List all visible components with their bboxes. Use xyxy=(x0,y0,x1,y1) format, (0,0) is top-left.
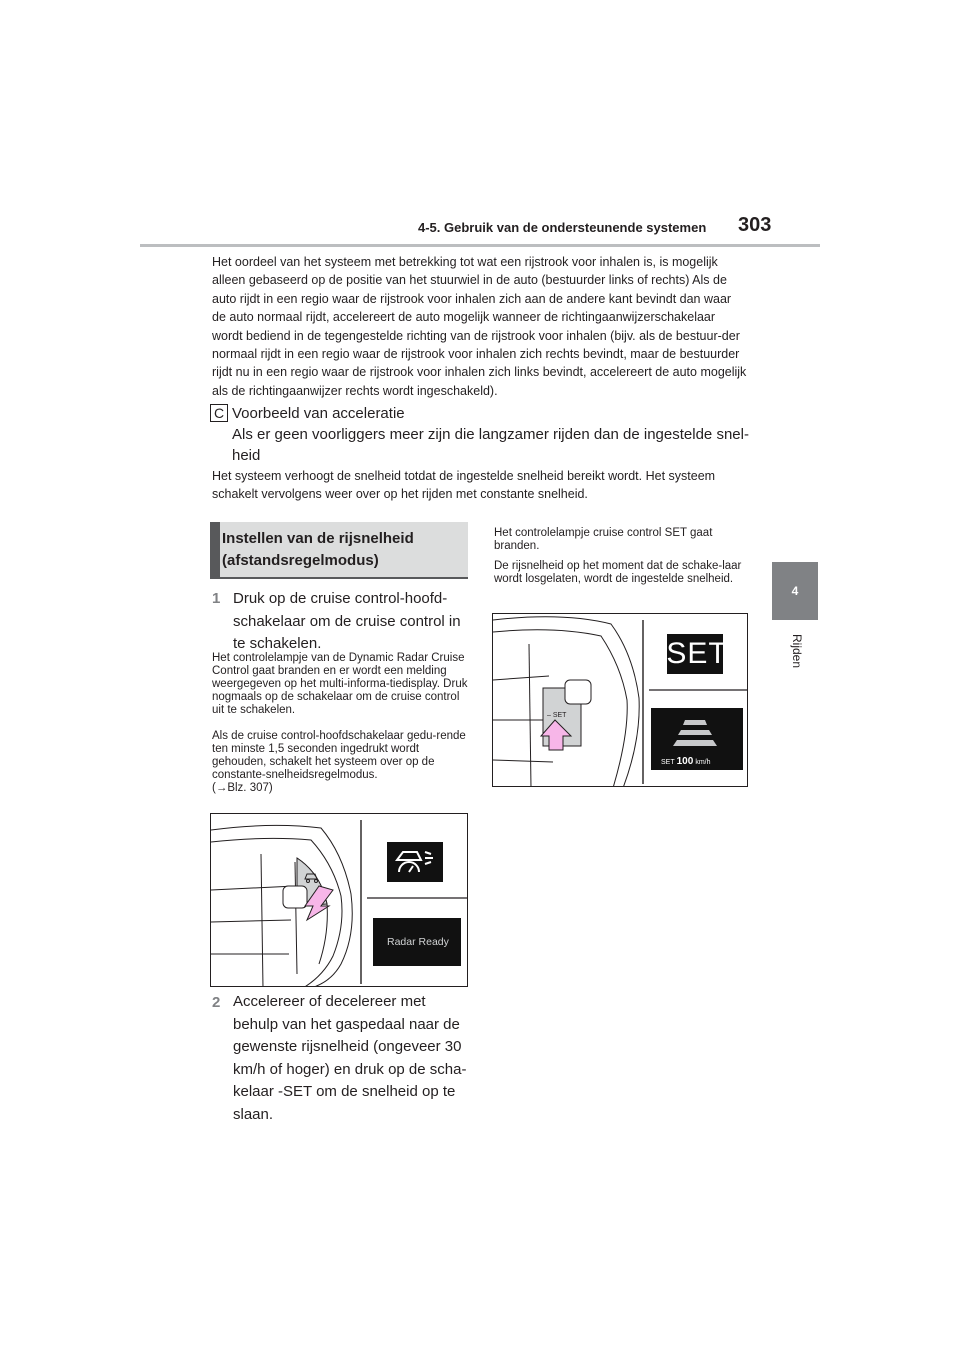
example-subheading: Als er geen voorliggers meer zijn die langzamer rijden dan de ingestelde snel-heid xyxy=(232,426,749,464)
speed-unit: km/h xyxy=(695,759,711,766)
intro-paragraph: Het oordeel van het systeem met betrekking tot wat een rijstrook voor inhalen is, is mogelijk alleen gebaseerd op de positie van het stuurwiel in de auto (bestuurder links of rechts) Als de auto rijdt in een regio waar de rijstrook voor inhalen zich aan de andere kant bevindt dan waar de auto normaal rijdt, accelereert de auto mogelijk wanneer de richtingaanwijzerschakelaar wordt bediend in de tegengestelde richting van de rijstrook voor inhalen (bijv. als de bestuur-der normaal rijdt in een regio waar de rijstrook voor inhalen zich rechts bevindt, maar de bestuurder rijdt nu in een regio waar de rijstrook voor inhalen zich links bevindt, accelereert de auto mogelijk als de richtingaanwijzer rechts wordt ingeschakeld). xyxy=(212,255,747,398)
speed-value: 100 xyxy=(676,756,694,767)
right-note-2: De rijsnelheid op het moment dat de schake-laar wordt losgelaten, wordt de ingestelde snelheid. xyxy=(494,560,742,585)
example-paragraph: Het systeem verhoogt de snelheid totdat de ingestelde snelheid bereikt wordt. Het systeem schakelt vervolgens weer over op het rijden met constante snelheid. xyxy=(212,469,716,502)
chapter-tab: 4 xyxy=(772,562,818,620)
section-header-bar xyxy=(210,522,220,578)
example-letter-box: C xyxy=(210,404,228,422)
example-heading-block xyxy=(232,403,752,466)
section-heading: Instellen van de rijsnelheid (afstandsregelmodus) xyxy=(222,530,414,569)
chapter-label: Rijden xyxy=(790,634,804,669)
section-title: 4-5. Gebruik van de ondersteunende systemen xyxy=(418,220,707,235)
note-2-ref: (→Blz. 307) xyxy=(212,782,273,794)
right-note-1: Het controlelampje cruise control SET gaat branden. xyxy=(494,527,713,552)
figure-main-switch xyxy=(210,813,468,987)
section-header-rule xyxy=(210,577,468,579)
step-1-number: 1 xyxy=(212,590,221,607)
set-indicator: SET xyxy=(666,637,728,670)
step-2-text: Accelereer of decelereer met behulp van het gaspedaal naar de gewenste rijsnelheid (ongeveer 30 km/h of hoger) en druk op de scha-kelaar -SET om de snelheid op te slaan. xyxy=(233,993,467,1123)
note-1: Het controlelampje van de Dynamic Radar Cruise Control gaat branden en er wordt een melding weergegeven op het multi-informa-tiedisplay. Druk nogmaals op de schakelaar om de cruise control uit te schakelen. xyxy=(212,652,468,716)
note-2-block xyxy=(212,730,470,795)
example-heading: Voorbeeld van acceleratie xyxy=(232,405,405,422)
steering-switch-illustration xyxy=(211,814,468,987)
speed-prefix: SET xyxy=(661,759,675,766)
step-2-number: 2 xyxy=(212,994,221,1011)
step-1-text: Druk op de cruise control-hoofd-schakelaar om de cruise control in te schakelen. xyxy=(233,590,461,652)
note-2: Als de cruise control-hoofdschakelaar gedu-rende ten minste 1,5 seconden ingedrukt wordt gehouden, schakelt het systeem over op de constante-snelheidsregelmodus. xyxy=(212,730,466,781)
figure-set-switch xyxy=(492,613,748,787)
speed-readout xyxy=(661,756,710,767)
header-rule xyxy=(140,244,820,247)
page-number: 303 xyxy=(738,214,772,236)
radar-ready-display: Radar Ready xyxy=(387,936,449,948)
set-button-label: – SET xyxy=(547,712,567,719)
